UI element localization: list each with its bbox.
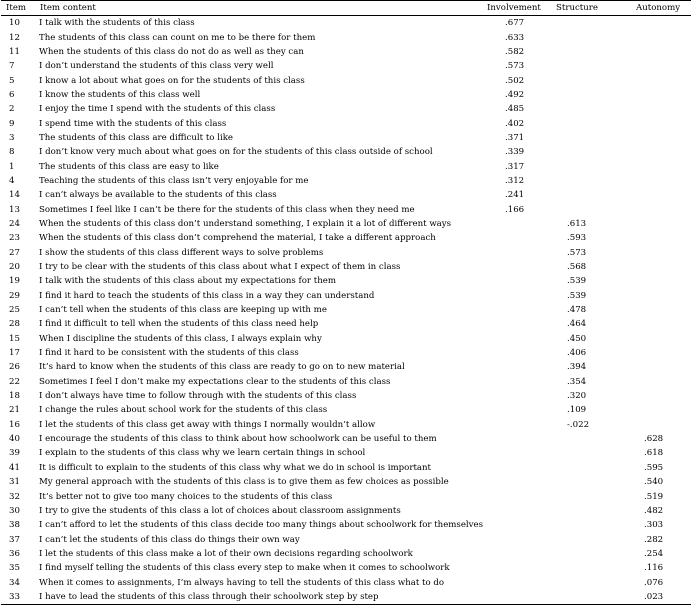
item-content: I can’t always be available to the students of this class — [39, 190, 277, 201]
table-row — [1, 73, 691, 87]
structure-loading — [548, 575, 618, 589]
item-content: I can’t let the students of this class do things their own way — [39, 534, 300, 545]
structure-loading — [548, 432, 618, 446]
factor-loadings-table — [1, 0, 691, 605]
item-content: It’s better not to give too many choices to the students of this class — [39, 491, 333, 502]
structure-loading — [548, 30, 618, 44]
table-row — [1, 317, 691, 331]
table-row — [1, 246, 691, 260]
involvement-loading — [483, 246, 548, 260]
structure-loading: .573 — [567, 247, 587, 258]
item-content: The students of this class can count on me to be there for them — [39, 32, 316, 43]
autonomy-loading — [618, 45, 691, 59]
involvement-loading — [483, 317, 548, 331]
item-number: 8 — [9, 147, 15, 158]
structure-loading — [548, 475, 618, 489]
table-row — [1, 303, 691, 317]
structure-loading — [548, 145, 618, 159]
structure-loading — [548, 188, 618, 202]
table-row — [1, 174, 691, 188]
header-row — [1, 1, 691, 16]
structure-loading: .450 — [567, 333, 587, 344]
item-number: 14 — [9, 190, 20, 201]
item-content: It is difficult to explain to the students of this class why what we do in school is important — [39, 462, 432, 473]
involvement-loading: .677 — [505, 18, 525, 29]
involvement-loading — [483, 518, 548, 532]
item-number: 4 — [9, 175, 15, 186]
item-content: When it comes to assignments, I’m always having to tell the students of this class what to do — [39, 577, 445, 588]
structure-loading: .568 — [567, 262, 587, 273]
involvement-loading: .633 — [505, 32, 525, 43]
item-number: 16 — [9, 419, 20, 430]
table-row — [1, 504, 691, 518]
table-row — [1, 418, 691, 432]
table-row — [1, 45, 691, 59]
table-row — [1, 489, 691, 503]
item-number: 24 — [9, 218, 20, 229]
involvement-loading — [483, 332, 548, 346]
structure-loading — [548, 174, 618, 188]
item-number: 15 — [9, 333, 20, 344]
item-number: 28 — [9, 319, 20, 330]
structure-loading — [548, 159, 618, 173]
autonomy-loading — [618, 73, 691, 87]
item-content: I find myself telling the students of this class every step to make when it comes to schoolwork — [39, 563, 450, 574]
item-number: 20 — [9, 262, 20, 273]
autonomy-loading — [618, 260, 691, 274]
item-content: I change the rules about school work for the students of this class — [39, 405, 328, 416]
table-row — [1, 88, 691, 102]
item-number: 25 — [9, 305, 20, 316]
item-number: 32 — [9, 491, 20, 502]
autonomy-loading — [618, 59, 691, 73]
structure-loading — [548, 561, 618, 575]
involvement-loading — [483, 274, 548, 288]
structure-loading — [548, 532, 618, 546]
table-row — [1, 432, 691, 446]
autonomy-loading: .519 — [644, 491, 664, 502]
autonomy-loading: .628 — [644, 434, 664, 445]
table-row — [1, 375, 691, 389]
item-content: When the students of this class don’t understand something, I explain it a lot of different ways — [39, 218, 452, 229]
item-content: The students of this class are easy to like — [39, 161, 219, 172]
item-content: I try to give the students of this class a lot of choices about classroom assignments — [39, 505, 401, 516]
autonomy-loading — [618, 332, 691, 346]
item-number: 41 — [9, 462, 20, 473]
table-row — [1, 389, 691, 403]
table-row — [1, 260, 691, 274]
involvement-loading — [483, 375, 548, 389]
table-row — [1, 518, 691, 532]
involvement-loading — [483, 575, 548, 589]
item-number: 40 — [9, 434, 20, 445]
table-row — [1, 231, 691, 245]
item-number: 22 — [9, 376, 20, 387]
structure-loading — [548, 489, 618, 503]
table-row — [1, 102, 691, 116]
structure-loading — [548, 518, 618, 532]
autonomy-loading — [618, 174, 691, 188]
autonomy-loading: .023 — [618, 590, 691, 605]
item-number: 6 — [9, 89, 15, 100]
autonomy-loading — [618, 303, 691, 317]
table-row — [1, 59, 691, 73]
item-number: 13 — [9, 204, 20, 215]
structure-loading: .406 — [567, 348, 587, 359]
structure-loading: .539 — [567, 290, 587, 301]
autonomy-loading — [618, 418, 691, 432]
structure-loading — [548, 504, 618, 518]
item-content: When the students of this class do not do as well as they can — [39, 46, 304, 57]
item-number: 11 — [9, 46, 20, 57]
header-autonomy: Autonomy — [618, 1, 691, 16]
table-header — [1, 1, 691, 16]
item-number: 31 — [9, 477, 20, 488]
item-number: 30 — [9, 505, 20, 516]
item-number: 17 — [9, 348, 20, 359]
table-row — [1, 217, 691, 231]
item-content: I don’t know very much about what goes on for the students of this class outside of school — [39, 147, 433, 158]
item-content: When the students of this class don’t comprehend the material, I take a different approach — [39, 233, 436, 244]
involvement-loading — [483, 432, 548, 446]
involvement-loading — [483, 489, 548, 503]
item-number: 23 — [9, 233, 20, 244]
involvement-loading — [483, 418, 548, 432]
item-number: 29 — [9, 290, 20, 301]
item-content: I talk with the students of this class about my expectations for them — [39, 276, 336, 287]
structure-loading: .593 — [567, 233, 587, 244]
structure-loading: .109 — [567, 405, 587, 416]
autonomy-loading — [618, 403, 691, 417]
autonomy-loading: .282 — [644, 534, 664, 545]
item-content: I explain to the students of this class why we learn certain things in school — [39, 448, 366, 459]
item-number: 33 — [1, 590, 36, 605]
autonomy-loading: .482 — [644, 505, 664, 516]
structure-loading — [548, 45, 618, 59]
involvement-loading — [483, 231, 548, 245]
table-row — [1, 561, 691, 575]
item-content: Sometimes I feel I don’t make my expectations clear to the students of this class — [39, 376, 391, 387]
involvement-loading: .502 — [505, 75, 525, 86]
involvement-loading — [483, 561, 548, 575]
item-number: 12 — [9, 32, 20, 43]
autonomy-loading — [618, 346, 691, 360]
item-number: 7 — [9, 61, 15, 72]
involvement-loading: .402 — [505, 118, 525, 129]
involvement-loading — [483, 461, 548, 475]
autonomy-loading — [618, 88, 691, 102]
autonomy-loading — [618, 202, 691, 216]
autonomy-loading — [618, 188, 691, 202]
item-content: I encourage the students of this class to think about how schoolwork can be useful to them — [39, 434, 437, 445]
autonomy-loading: .540 — [644, 477, 664, 488]
item-content: I try to be clear with the students of this class about what I expect of them in class — [39, 262, 401, 273]
structure-loading — [548, 461, 618, 475]
autonomy-loading — [618, 30, 691, 44]
autonomy-loading — [618, 360, 691, 374]
item-number: 34 — [9, 577, 20, 588]
item-content: Teaching the students of this class isn’t very enjoyable for me — [39, 175, 309, 186]
table-row — [1, 346, 691, 360]
item-content: It’s hard to know when the students of this class are ready to go on to new material — [39, 362, 405, 373]
involvement-loading — [483, 217, 548, 231]
item-content: When I discipline the students of this class, I always explain why — [39, 333, 322, 344]
item-number: 36 — [9, 548, 20, 559]
structure-loading: .613 — [567, 218, 587, 229]
autonomy-loading — [618, 159, 691, 173]
table-row — [1, 532, 691, 546]
autonomy-loading: .595 — [644, 462, 664, 473]
structure-loading — [548, 16, 618, 31]
item-content: I don’t always have time to follow through with the students of this class — [39, 391, 357, 402]
structure-loading: -.022 — [567, 419, 590, 430]
item-number: 5 — [9, 75, 15, 86]
involvement-loading: .241 — [505, 190, 525, 201]
item-number: 3 — [9, 132, 15, 143]
item-number: 19 — [9, 276, 20, 287]
table-row — [1, 547, 691, 561]
structure-loading — [548, 73, 618, 87]
involvement-loading — [483, 303, 548, 317]
header-involvement: Involvement — [483, 1, 548, 16]
table-row — [1, 30, 691, 44]
item-number: 38 — [9, 520, 20, 531]
involvement-loading — [483, 346, 548, 360]
structure-loading — [548, 202, 618, 216]
table-row — [1, 575, 691, 589]
item-content: The students of this class are difficult to like — [39, 132, 233, 143]
autonomy-loading: .116 — [644, 563, 664, 574]
involvement-loading — [483, 532, 548, 546]
structure-loading: .464 — [567, 319, 587, 330]
item-content: I enjoy the time I spend with the students of this class — [39, 104, 276, 115]
table-row — [1, 159, 691, 173]
autonomy-loading — [618, 317, 691, 331]
autonomy-loading — [618, 231, 691, 245]
autonomy-loading — [618, 145, 691, 159]
item-number: 18 — [9, 391, 20, 402]
item-number: 10 — [9, 18, 20, 29]
involvement-loading — [483, 360, 548, 374]
header-structure: Structure — [548, 1, 618, 16]
table-row — [1, 188, 691, 202]
header-item: Item — [1, 1, 36, 16]
involvement-loading — [483, 547, 548, 561]
autonomy-loading — [618, 289, 691, 303]
header-item-content: Item content — [36, 1, 483, 16]
table-row — [1, 360, 691, 374]
item-number: 21 — [9, 405, 20, 416]
structure-loading — [548, 131, 618, 145]
involvement-loading — [483, 403, 548, 417]
structure-loading: .394 — [567, 362, 587, 373]
item-number: 39 — [9, 448, 20, 459]
item-content: I can’t afford to let the students of this class decide too many things about schoolwork for themselves — [39, 520, 483, 531]
table-row — [1, 461, 691, 475]
table-row — [1, 145, 691, 159]
involvement-loading: .339 — [505, 147, 525, 158]
autonomy-loading: .076 — [644, 577, 664, 588]
structure-loading — [548, 88, 618, 102]
structure-loading — [548, 446, 618, 460]
autonomy-loading — [618, 131, 691, 145]
item-number: 9 — [9, 118, 15, 129]
item-content: I know a lot about what goes on for the students of this class — [39, 75, 305, 86]
table-body — [1, 16, 691, 605]
autonomy-loading — [618, 102, 691, 116]
table-row — [1, 116, 691, 130]
table-row — [1, 475, 691, 489]
item-number: 2 — [9, 104, 15, 115]
item-content: I show the students of this class different ways to solve problems — [39, 247, 324, 258]
table-row — [1, 590, 691, 605]
table-row — [1, 131, 691, 145]
item-content: I know the students of this class well — [39, 89, 201, 100]
item-content: I let the students of this class make a lot of their own decisions regarding schoolwork — [39, 548, 413, 559]
item-content: I spend time with the students of this class — [39, 118, 227, 129]
autonomy-loading — [618, 375, 691, 389]
involvement-loading — [483, 446, 548, 460]
structure-loading — [548, 102, 618, 116]
item-content: My general approach with the students of this class is to give them as few choices as possible — [39, 477, 449, 488]
table-row — [1, 274, 691, 288]
structure-loading — [548, 547, 618, 561]
involvement-loading: .371 — [505, 132, 525, 143]
involvement-loading — [483, 590, 548, 605]
involvement-loading: .312 — [505, 175, 525, 186]
table-row — [1, 16, 691, 31]
item-number: 37 — [9, 534, 20, 545]
item-content: I can’t tell when the students of this class are keeping up with me — [39, 305, 327, 316]
involvement-loading — [483, 289, 548, 303]
structure-loading: .539 — [567, 276, 587, 287]
item-content: I let the students of this class get away with things I normally wouldn’t allow — [39, 419, 376, 430]
involvement-loading — [483, 389, 548, 403]
involvement-loading: .485 — [505, 104, 525, 115]
table-row — [1, 289, 691, 303]
item-content: I talk with the students of this class — [39, 18, 195, 29]
structure-loading — [548, 116, 618, 130]
autonomy-loading — [618, 16, 691, 31]
table-row — [1, 332, 691, 346]
item-content: Sometimes I feel like I can’t be there for the students of this class when they need me — [39, 204, 415, 215]
involvement-loading — [483, 504, 548, 518]
involvement-loading: .492 — [505, 89, 525, 100]
involvement-loading: .166 — [505, 204, 525, 215]
item-number: 1 — [9, 161, 15, 172]
structure-loading: .320 — [567, 391, 587, 402]
item-number: 26 — [9, 362, 20, 373]
structure-loading: .478 — [567, 305, 587, 316]
table-row — [1, 403, 691, 417]
item-content: I have to lead the students of this class through their schoolwork step by step — [36, 590, 483, 605]
item-number: 35 — [9, 563, 20, 574]
involvement-loading: .582 — [505, 46, 525, 57]
involvement-loading: .573 — [505, 61, 525, 72]
autonomy-loading: .254 — [644, 548, 664, 559]
table-row — [1, 202, 691, 216]
item-content: I find it hard to teach the students of this class in a way they can understand — [39, 290, 375, 301]
structure-loading — [548, 59, 618, 73]
autonomy-loading — [618, 274, 691, 288]
autonomy-loading — [618, 217, 691, 231]
autonomy-loading: .303 — [644, 520, 664, 531]
involvement-loading: .317 — [505, 161, 525, 172]
autonomy-loading — [618, 116, 691, 130]
item-content: I find it difficult to tell when the students of this class need help — [39, 319, 319, 330]
structure-loading — [548, 590, 618, 605]
involvement-loading — [483, 260, 548, 274]
structure-loading: .354 — [567, 376, 587, 387]
autonomy-loading — [618, 246, 691, 260]
autonomy-loading — [618, 389, 691, 403]
item-content: I don’t understand the students of this class very well — [39, 61, 274, 72]
involvement-loading — [483, 475, 548, 489]
item-content: I find it hard to be consistent with the students of this class — [39, 348, 299, 359]
table-row — [1, 446, 691, 460]
autonomy-loading: .618 — [644, 448, 664, 459]
item-number: 27 — [9, 247, 20, 258]
